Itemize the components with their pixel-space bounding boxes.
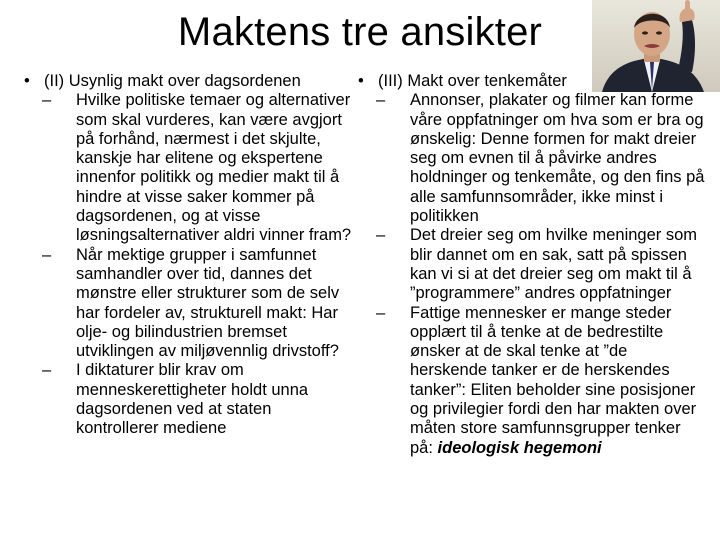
list-item-text: Annonser, plakater og filmer kan forme våre oppfatninger om hva som er bra og ønskelig: Denne formen for makt dreier seg om evnen til å påvirke andres holdninger og tenkemåte, og den fins på alle samfunnsområder, ikke minst i politikken — [410, 91, 705, 226]
dash-icon: – — [42, 245, 52, 264]
list-item-text: I diktaturer blir krav om menneskerettigheter holdt unna dagsordenen ved at staten kontrollerer mediene — [76, 361, 309, 438]
list-item-text: Hvilke politiske temaer og alternativer som skal vurderes, kan være avgjort på forhånd, nærmest i det skjulte, kanskje har elitene og ekspertene innenfor politikk og medier makt til å hindre at visse saker kommer på dagsordenen, og at visse løsningsalternativer aldri vinner fram? — [76, 91, 352, 245]
last-item-text: Fattige mennesker er mange steder opplært til å tenke at de bedrestilte ønsker at de skal tenke at ”de herskende tanker er de herskendes tanker”: Eliten beholder sine posisjoner og privilegier fordi den har makten over måten store samfunnsgrupper tenker på: — [410, 303, 697, 457]
bullet-icon: • — [24, 72, 30, 90]
dash-icon: – — [42, 361, 52, 380]
left-column — [24, 72, 354, 439]
emphasis-term: ideologisk hegemoni — [437, 438, 602, 457]
slide-title: Maktens tre ansikter — [177, 10, 543, 54]
list-item — [358, 91, 708, 226]
list-item — [24, 91, 354, 245]
bullet-icon: • — [358, 72, 364, 90]
left-heading-text: (II) Usynlig makt over dagsordenen — [44, 72, 301, 90]
left-heading — [24, 72, 354, 91]
list-item-text: Når mektige grupper i samfunnet samhandler over tid, dannes det mønstre eller strukturer som de selv har fordeler av, strukturell makt: Har olje- og bilindustrien bremset utviklingen av miljøvennlig drivstoff? — [76, 245, 340, 361]
right-heading — [358, 72, 708, 91]
dash-icon: – — [42, 91, 52, 110]
right-heading-text: (III) Makt over tenkemåter — [378, 72, 567, 90]
list-item — [358, 304, 708, 458]
dash-icon: – — [376, 91, 386, 110]
list-item — [24, 361, 354, 438]
list-item — [24, 246, 354, 362]
list-item-text — [410, 304, 708, 458]
right-column — [358, 72, 708, 458]
list-item — [358, 226, 708, 303]
dash-icon: – — [376, 226, 386, 245]
list-item-text: Det dreier seg om hvilke meninger som blir dannet om en sak, satt på spissen kan vi si at det dreier seg om makt til å ”programmere” andres oppfatninger — [410, 226, 698, 303]
dash-icon: – — [376, 303, 386, 322]
